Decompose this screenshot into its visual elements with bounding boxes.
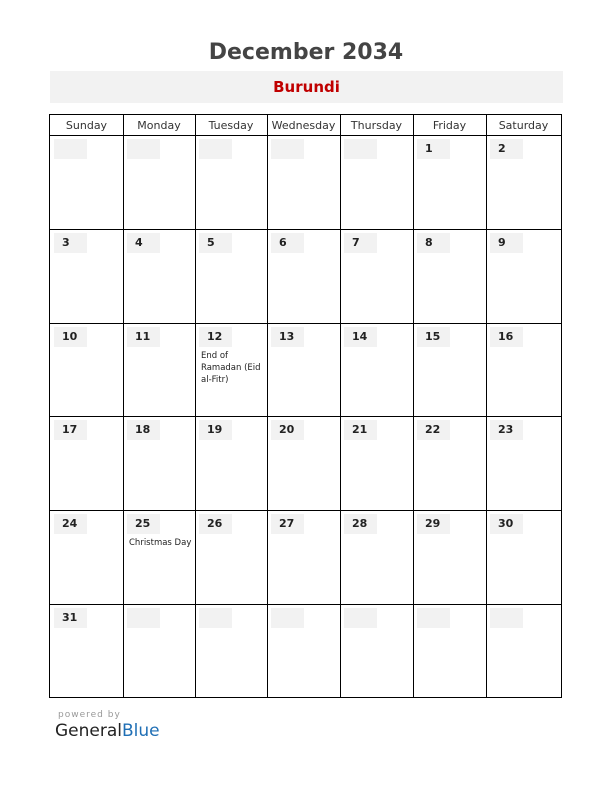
page-title: December 2034 <box>208 40 404 65</box>
day-number: 2 <box>498 142 506 155</box>
day-number-box <box>417 608 450 628</box>
day-number-box <box>127 327 160 347</box>
day-number: 8 <box>425 235 433 249</box>
day-number-box <box>490 233 523 253</box>
powered-by-text: powered by <box>58 710 121 720</box>
day-cell[interactable] <box>196 324 267 417</box>
day-number-box <box>127 420 160 440</box>
day-number-box <box>271 608 304 628</box>
day-cell[interactable] <box>196 136 267 229</box>
weekday-header-row <box>50 115 561 136</box>
day-cell[interactable] <box>341 605 413 698</box>
day-number-box <box>54 420 87 440</box>
day-number: 30 <box>498 517 514 531</box>
day-cell[interactable] <box>487 605 561 698</box>
day-cell[interactable] <box>196 230 267 323</box>
day-number-box <box>417 514 450 534</box>
day-cell[interactable] <box>124 230 195 323</box>
day-cell[interactable] <box>124 605 195 698</box>
day-number-box <box>127 514 160 534</box>
day-number: 28 <box>352 517 368 531</box>
day-cell[interactable] <box>414 324 486 417</box>
day-cell[interactable] <box>487 511 561 604</box>
country-banner <box>50 71 563 103</box>
day-number: 12 <box>207 329 223 343</box>
day-cell[interactable] <box>414 605 486 698</box>
day-number-box <box>127 233 160 253</box>
day-number-box <box>417 139 450 159</box>
day-cell[interactable] <box>487 324 561 417</box>
day-cell[interactable] <box>487 417 561 510</box>
day-number: 24 <box>62 517 78 531</box>
day-number-box <box>199 233 232 253</box>
day-number-box <box>271 233 304 253</box>
day-cell[interactable] <box>124 511 195 604</box>
day-cell[interactable] <box>51 417 123 510</box>
day-number: 13 <box>279 329 295 343</box>
day-number-box <box>54 233 87 253</box>
day-number: 5 <box>207 235 215 249</box>
day-number-box <box>271 420 304 440</box>
day-number-box <box>199 514 232 534</box>
weekday-header: Saturday <box>498 119 549 132</box>
day-cell[interactable] <box>124 417 195 510</box>
day-cell[interactable] <box>268 605 340 698</box>
brand-blue: Blue <box>122 721 160 741</box>
day-number-box <box>490 327 523 347</box>
day-cell[interactable] <box>341 230 413 323</box>
day-number: 6 <box>279 235 287 249</box>
day-number: 18 <box>135 423 151 437</box>
day-number-box <box>490 514 523 534</box>
day-cell[interactable] <box>268 230 340 323</box>
day-number-box <box>344 233 377 253</box>
day-cell[interactable] <box>51 136 123 229</box>
brand-logo[interactable] <box>55 721 160 741</box>
day-number-box <box>199 608 232 628</box>
holiday-label: Christmas Day <box>129 538 192 549</box>
day-cell[interactable] <box>196 511 267 604</box>
day-number-box <box>344 139 377 159</box>
day-cell[interactable] <box>268 417 340 510</box>
day-cell[interactable] <box>341 417 413 510</box>
day-number: 25 <box>135 517 151 531</box>
day-cell[interactable] <box>414 230 486 323</box>
day-cell[interactable] <box>341 136 413 229</box>
day-cell[interactable] <box>51 230 123 323</box>
day-number: 17 <box>62 423 78 437</box>
weekday-header: Wednesday <box>271 119 336 132</box>
day-number-box <box>490 139 523 159</box>
day-number: 4 <box>135 235 143 249</box>
day-number-box <box>54 327 87 347</box>
brand-general: General <box>55 721 122 741</box>
day-number-box <box>344 420 377 440</box>
day-number: 23 <box>498 423 514 437</box>
day-number-box <box>54 514 87 534</box>
day-cell[interactable] <box>51 324 123 417</box>
day-number-box <box>271 139 304 159</box>
day-cell[interactable] <box>196 417 267 510</box>
day-cell[interactable] <box>51 605 123 698</box>
day-cell[interactable] <box>414 417 486 510</box>
day-number: 3 <box>62 235 70 249</box>
day-number: 29 <box>425 517 441 531</box>
weekday-header: Friday <box>432 119 467 132</box>
day-number-box <box>344 327 377 347</box>
day-number: 11 <box>135 329 151 343</box>
day-number-box <box>271 327 304 347</box>
day-number: 21 <box>352 423 368 437</box>
day-cell[interactable] <box>414 136 486 229</box>
day-number-box <box>417 420 450 440</box>
day-number: 14 <box>352 329 368 343</box>
day-number-box <box>199 420 232 440</box>
day-number: 26 <box>207 517 223 531</box>
day-cell[interactable] <box>487 136 561 229</box>
day-number: 31 <box>62 611 78 624</box>
day-number-box <box>199 327 232 347</box>
day-number: 16 <box>498 329 514 343</box>
day-number: 27 <box>279 517 295 531</box>
holiday-label: End of Ramadan (Eid al-Fitr) <box>201 350 261 385</box>
day-number: 19 <box>207 423 223 437</box>
weekday-header: Sunday <box>65 119 108 132</box>
day-number-box <box>127 139 160 159</box>
day-cell[interactable] <box>268 136 340 229</box>
day-cell[interactable] <box>268 511 340 604</box>
day-number-box <box>127 608 160 628</box>
day-number-box <box>344 514 377 534</box>
calendar-grid <box>49 114 562 698</box>
weekday-header: Tuesday <box>208 119 254 132</box>
day-number: 15 <box>425 329 441 343</box>
day-number-box <box>344 608 377 628</box>
day-number: 9 <box>498 235 506 249</box>
day-number-box <box>490 608 523 628</box>
day-number: 20 <box>279 423 295 437</box>
country-name: Burundi <box>273 78 340 96</box>
day-cell[interactable] <box>341 324 413 417</box>
day-number-box <box>54 608 87 628</box>
day-number-box <box>271 514 304 534</box>
day-number: 1 <box>425 142 433 155</box>
day-cell[interactable] <box>124 324 195 417</box>
day-cell[interactable] <box>268 324 340 417</box>
day-cell[interactable] <box>51 511 123 604</box>
day-cell[interactable] <box>196 605 267 698</box>
day-cell[interactable] <box>414 511 486 604</box>
day-number-box <box>490 420 523 440</box>
day-cell[interactable] <box>487 230 561 323</box>
day-number-box <box>417 327 450 347</box>
day-number-box <box>417 233 450 253</box>
day-cell[interactable] <box>341 511 413 604</box>
day-number: 7 <box>352 235 360 249</box>
weekday-header: Monday <box>137 119 181 132</box>
day-cell[interactable] <box>124 136 195 229</box>
weekday-header: Thursday <box>350 119 403 132</box>
day-number: 22 <box>425 423 441 437</box>
day-number-box <box>54 139 87 159</box>
day-number-box <box>199 139 232 159</box>
day-number: 10 <box>62 329 78 343</box>
